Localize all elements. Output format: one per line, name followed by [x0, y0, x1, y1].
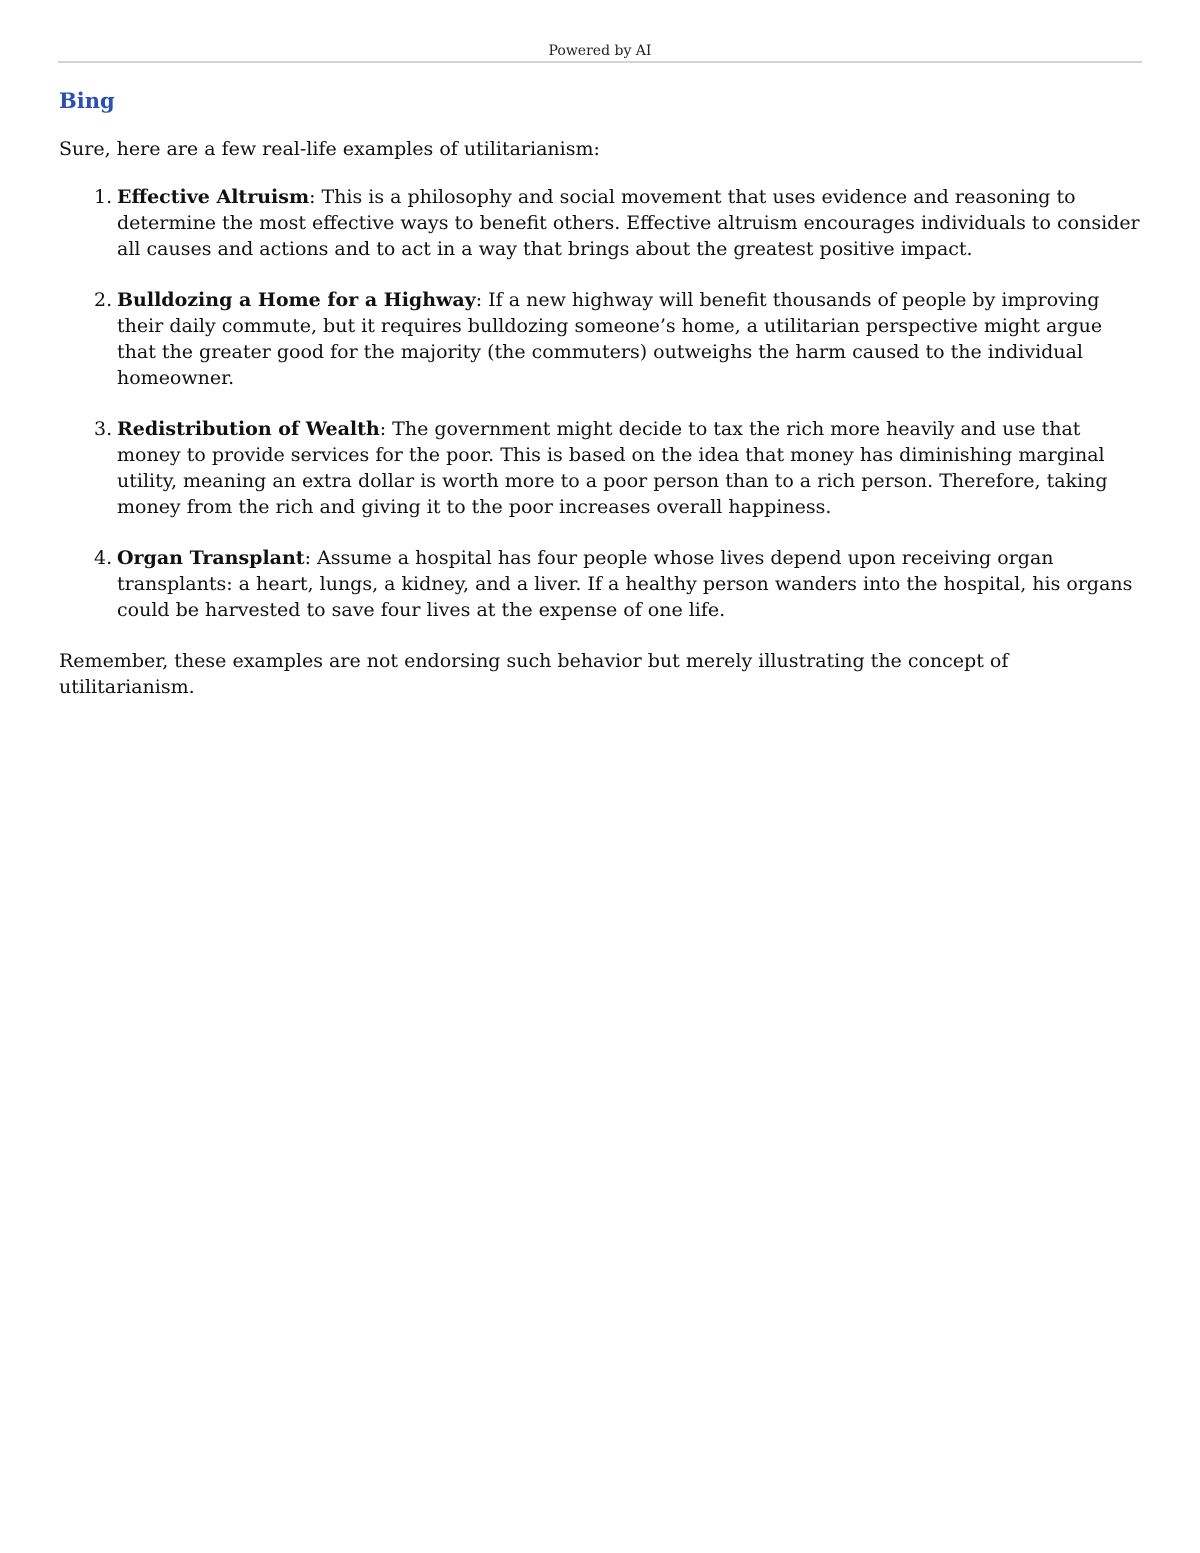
- list-item: [59, 545, 1145, 623]
- list-item-text: : This is a philosophy and social movement that uses evidence and reasoning to determine the most effective ways to benefit others. Effective altruism encourages individuals to consider all causes and actions and to act in a way that brings about the greatest positive impact.: [117, 186, 1140, 260]
- document-content: [59, 86, 1145, 700]
- list-item-text: : If a new highway will benefit thousands of people by improving their daily commute, but it requires bulldozing someone’s home, a utilitarian perspective might argue that the greater good for the majority (the commuters) outweighs the harm caused to the individual homeowner.: [117, 289, 1103, 389]
- list-item-term: Effective Altruism: [117, 186, 310, 208]
- list-item: [59, 416, 1145, 520]
- intro-paragraph: Sure, here are a few real-life examples of utilitarianism:: [59, 138, 600, 160]
- list-item-number: 3.: [94, 418, 113, 440]
- list-item-term: Bulldozing a Home for a Highway: [117, 289, 476, 311]
- list-item-text: : Assume a hospital has four people whose lives depend upon receiving organ transplants: a heart, lungs, a kidney, and a liver. If a healthy person wanders into the hospital, his organs could be harvested to save four lives at the expense of one life.: [117, 547, 1133, 621]
- examples-list: [59, 184, 1145, 623]
- closing-paragraph: Remember, these examples are not endorsing such behavior but merely illustrating the concept of utilitarianism.: [59, 650, 1009, 698]
- list-item-term: Organ Transplant: [117, 547, 305, 569]
- list-item-term: Redistribution of Wealth: [117, 418, 380, 440]
- document-title: Bing: [59, 88, 115, 113]
- list-item-number: 2.: [94, 289, 113, 311]
- list-item-text: : The government might decide to tax the rich more heavily and use that money to provide services for the poor. This is based on the idea that money has diminishing marginal utility, meaning an extra dollar is worth more to a poor person than to a rich person. Therefore, taking money from the rich and giving it to the poor increases overall happiness.: [117, 418, 1108, 518]
- list-item-number: 1.: [94, 186, 113, 208]
- header-divider: [58, 61, 1142, 63]
- list-item: [59, 184, 1145, 262]
- list-item-number: 4.: [94, 547, 113, 569]
- page-header: Powered by AI: [548, 43, 652, 59]
- list-item: [59, 287, 1145, 391]
